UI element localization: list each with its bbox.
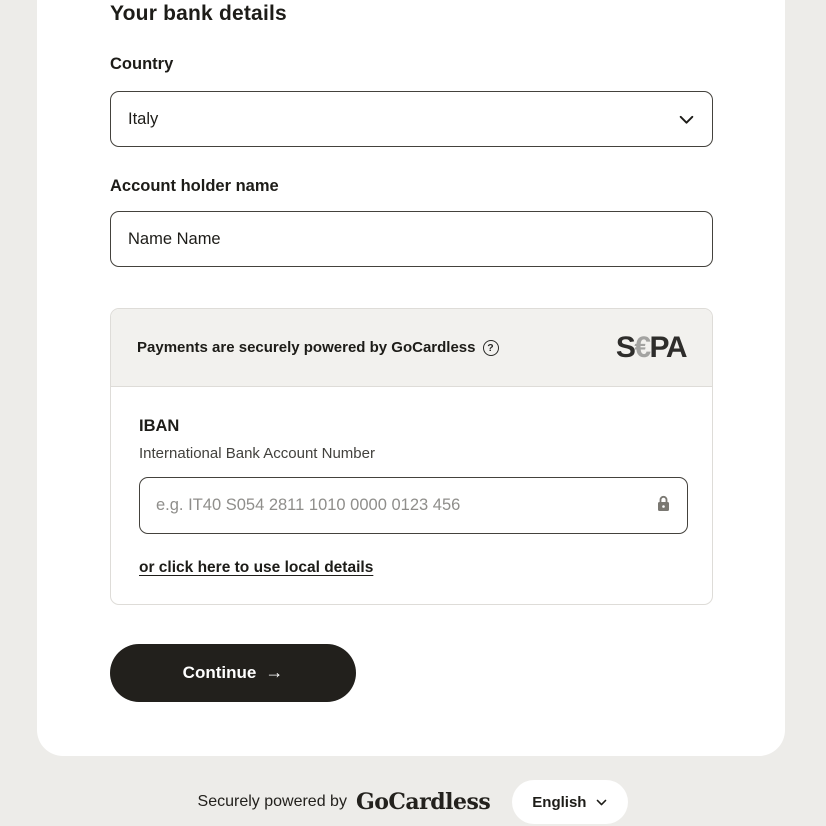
lock-icon: [656, 495, 671, 517]
bank-details-card: [37, 0, 785, 756]
local-details-link[interactable]: or click here to use local details: [139, 559, 374, 576]
page-title: Your bank details: [110, 2, 287, 25]
chevron-down-icon: [595, 796, 608, 809]
language-label: English: [532, 793, 587, 811]
sepa-panel: [110, 308, 713, 605]
arrow-right-icon: →: [265, 662, 284, 682]
gocardless-logo: GoCardless: [355, 789, 491, 815]
country-label: Country: [110, 55, 174, 73]
continue-button[interactable]: [110, 644, 356, 702]
sepa-logo: [616, 331, 686, 365]
country-selected-value: Italy: [128, 109, 159, 128]
sepa-panel-body: [111, 387, 712, 577]
country-select[interactable]: [110, 91, 713, 147]
iban-input[interactable]: [156, 478, 648, 533]
footer-powered-text: Securely powered by: [197, 793, 347, 810]
sepa-logo-euro: €: [634, 330, 650, 364]
iban-sublabel: International Bank Account Number: [139, 445, 375, 462]
account-holder-input[interactable]: [128, 212, 695, 266]
help-icon[interactable]: ?: [483, 340, 499, 356]
footer: [0, 778, 826, 826]
continue-button-label: Continue: [182, 663, 257, 682]
language-selector[interactable]: [512, 780, 628, 824]
chevron-down-icon: [678, 111, 695, 128]
securely-powered-text: Payments are securely powered by GoCardless: [137, 339, 476, 356]
sepa-logo-s: S: [615, 330, 635, 364]
iban-field-wrap: [139, 477, 688, 534]
account-holder-label: Account holder name: [110, 177, 279, 195]
sepa-logo-pa: PA: [649, 330, 686, 364]
iban-label: IBAN: [139, 417, 180, 435]
account-holder-field-wrap: [110, 211, 713, 267]
sepa-panel-header: [111, 309, 712, 387]
